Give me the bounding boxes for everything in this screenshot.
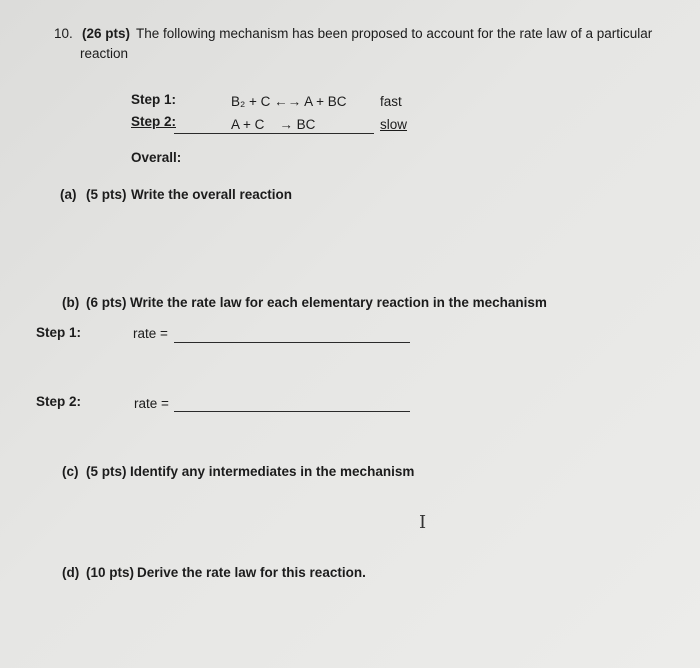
part-b-text: Write the rate law for each elementary reaction in the mechanism: [130, 295, 547, 310]
part-a-label: (a): [60, 187, 77, 202]
mechanism-step2-label: Step 2:: [131, 114, 177, 129]
rate-step2-text: rate =: [134, 396, 169, 411]
rate-step1-label: Step 1:: [36, 325, 82, 340]
rate-step1-text: rate =: [133, 326, 168, 341]
text-cursor-icon: I: [419, 512, 427, 533]
part-c-label: (c): [62, 464, 79, 479]
question-text-line1: The following mechanism has been proposed to account for the rate law of a particular: [136, 26, 653, 41]
part-a-points: (5 pts): [86, 187, 127, 202]
mechanism-step1-reaction: B₂ + C ←→ A + BC: [231, 94, 347, 109]
part-a-text: Write the overall reaction: [131, 187, 293, 202]
part-b-points: (6 pts): [86, 295, 127, 310]
mechanism-step2-speed: slow: [380, 117, 408, 132]
part-d-text: Derive the rate law for this reaction.: [137, 565, 366, 580]
mechanism-underline: [174, 133, 374, 134]
part-d-points: (10 pts): [86, 565, 135, 580]
part-c-text: Identify any intermediates in the mechanism: [130, 464, 415, 479]
question-text-line2: reaction: [80, 46, 129, 61]
part-b-label: (b): [62, 295, 80, 310]
mechanism-overall-label: Overall:: [131, 150, 182, 165]
mechanism-step2-reaction: A + C → BC: [231, 117, 316, 132]
question-points: (26 pts): [82, 26, 131, 41]
question-number: 10.: [54, 26, 73, 41]
rate-step1-blank: [174, 342, 410, 343]
part-d-label: (d): [62, 565, 80, 580]
part-c-points: (5 pts): [86, 464, 127, 479]
mechanism-step1-speed: fast: [380, 94, 402, 109]
mechanism-step1-label: Step 1:: [131, 92, 177, 107]
rate-step2-blank: [174, 411, 410, 412]
rate-step2-label: Step 2:: [36, 394, 82, 409]
